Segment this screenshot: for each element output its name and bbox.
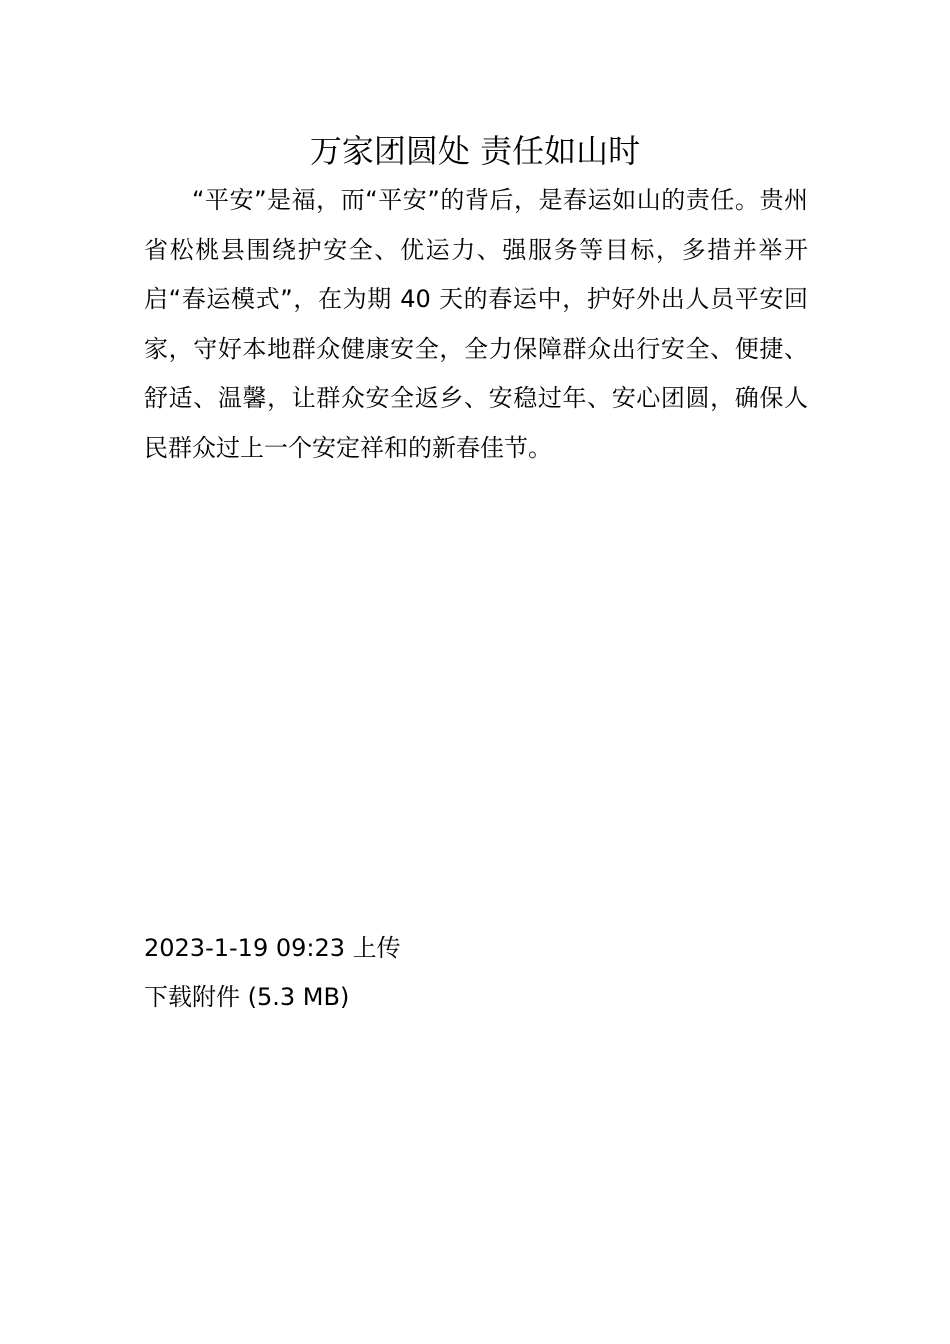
download-attachment-link[interactable]: 下载附件 (5.3 MB) [144,983,350,1011]
upload-timestamp: 2023-1-19 09:23 上传 [144,934,401,962]
article-title: 万家团圆处 责任如山时 [309,132,641,170]
article-body: “平安”是福，而“平安”的背后，是春运如山的责任。贵州省松桃县围绕护安全、优运力、强服务等目标，多措并举开启“春运模式”，在为期 40 天的春运中，护好外出人员平安回家，守好本地群众健康安全，全力保障群众出行安全、便捷、舒适、温馨，让群众安全返乡、安稳过年、安心团圆，确保人民群众过上一个安定祥和的新春佳节。 [144,186,808,462]
